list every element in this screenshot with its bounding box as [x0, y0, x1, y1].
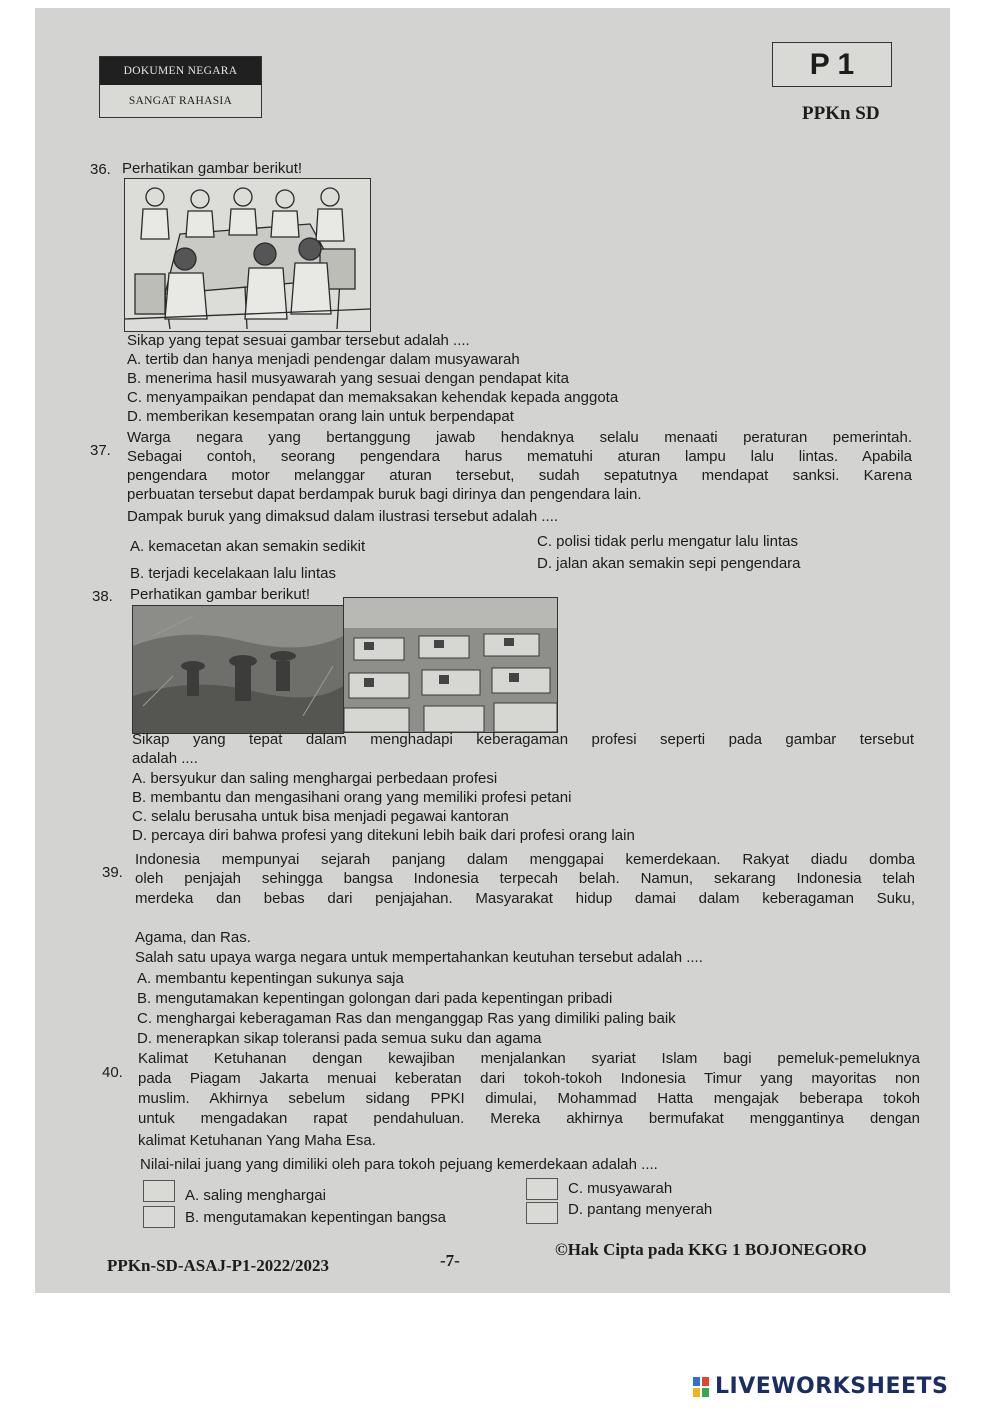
question-40-stem-line-2: pada Piagam Jakarta menuai keberatan dari tokoh-tokoh Indonesia Timur yang mayoritas non	[138, 1070, 920, 1087]
question-36-option-a: A. tertib dan hanya menjadi pendengar dalam musyawarah	[127, 351, 520, 368]
question-38-number: 38.	[92, 588, 113, 605]
exam-page	[35, 8, 950, 1293]
paper-code: P 1	[809, 48, 855, 81]
question-40-option-c: C. musyawarah	[568, 1180, 673, 1197]
question-37-prompt: Dampak buruk yang dimaksud dalam ilustrasi tersebut adalah ....	[127, 508, 559, 525]
classification-box	[99, 56, 262, 118]
question-38-prompt-line-2: adalah ....	[132, 750, 198, 767]
question-40-stem-line-4: untuk mengadakan rapat pendahuluan. Mereka akhirnya bermufakat menggantinya dengan	[138, 1110, 920, 1127]
footer-copyright: ©Hak Cipta pada KKG 1 BOJONEGORO	[555, 1240, 867, 1259]
classification-top: DOKUMEN NEGARA	[100, 57, 261, 85]
question-37-stem-line-2: Sebagai contoh, seorang pengendara harus mematuhi aturan lampu lalu lintas. Apabila	[127, 448, 912, 465]
question-40-option-d: D. pantang menyerah	[568, 1201, 713, 1218]
question-38-stem: Perhatikan gambar berikut!	[130, 586, 311, 603]
question-36-number: 36.	[90, 161, 111, 178]
question-39-option-c: C. menghargai keberagaman Ras dan menganggap Ras yang dimiliki paling baik	[137, 1010, 676, 1027]
question-39-stem-line-2: oleh penjajah sehingga bangsa Indonesia terpecah belah. Namun, sekarang Indonesia telah	[135, 870, 915, 887]
question-40-number: 40.	[102, 1064, 123, 1081]
liveworksheets-logo-icon	[693, 1377, 710, 1397]
brand-name[interactable]: LIVEWORKSHEETS	[715, 1374, 949, 1399]
question-36-prompt: Sikap yang tepat sesuai gambar tersebut adalah ....	[127, 332, 470, 349]
question-37-stem-line-3: pengendara motor melanggar aturan tersebut, sudah sepatutnya mendapat sanksi. Karena	[127, 467, 912, 484]
question-38-prompt-line-1: Sikap yang tepat dalam menghadapi keberagaman profesi seperti pada gambar tersebut	[132, 731, 914, 748]
office-photo	[343, 597, 558, 733]
question-39-number: 39.	[102, 864, 123, 881]
question-38-option-d: D. percaya diri bahwa profesi yang ditekuni lebih baik dari profesi orang lain	[132, 827, 635, 844]
question-40-stem-line-3: muslim. Akhirnya sebelum sidang PPKI dimulai, Mohammad Hatta mengajak beberapa tokoh	[138, 1090, 920, 1107]
question-37-option-a: A. kemacetan akan semakin sedikit	[130, 538, 366, 555]
question-36-option-b: B. menerima hasil musyawarah yang sesuai dengan pendapat kita	[127, 370, 569, 387]
answer-box-d[interactable]	[526, 1202, 558, 1224]
question-38-option-a: A. bersyukur dan saling menghargai perbedaan profesi	[132, 770, 498, 787]
footer-page-number: -7-	[440, 1251, 460, 1270]
answer-box-b[interactable]	[143, 1206, 175, 1228]
footer-code: PPKn-SD-ASAJ-P1-2022/2023	[107, 1256, 329, 1275]
question-36-stem: Perhatikan gambar berikut!	[122, 160, 303, 177]
question-37-stem-line-4: perbuatan tersebut dapat berdampak buruk bagi dirinya dan pengendara lain.	[127, 486, 642, 503]
answer-box-c[interactable]	[526, 1178, 558, 1200]
subject-label: PPKn SD	[802, 103, 880, 124]
question-38-option-c: C. selalu berusaha untuk bisa menjadi pegawai kantoran	[132, 808, 509, 825]
question-37-option-c: C. polisi tidak perlu mengatur lalu lintas	[537, 533, 798, 550]
question-37-option-d: D. jalan akan semakin sepi pengendara	[537, 555, 801, 572]
question-39-option-b: B. mengutamakan kepentingan golongan dari pada kepentingan pribadi	[137, 990, 613, 1007]
question-37-option-b: B. terjadi kecelakaan lalu lintas	[130, 565, 336, 582]
paper-code-box	[772, 42, 892, 87]
question-40-prompt: Nilai-nilai juang yang dimiliki oleh para tokoh pejuang kemerdekaan adalah ....	[140, 1156, 658, 1173]
question-40-option-b: B. mengutamakan kepentingan bangsa	[185, 1209, 447, 1226]
farmers-photo	[132, 605, 344, 734]
question-39-stem-line-1: Indonesia mempunyai sejarah panjang dalam menggapai kemerdekaan. Rakyat diadu domba	[135, 851, 915, 868]
question-39-option-a: A. membantu kepentingan sukunya saja	[137, 970, 404, 987]
question-36-option-d: D. memberikan kesempatan orang lain untuk berpendapat	[127, 408, 514, 425]
question-40-option-a: A. saling menghargai	[185, 1187, 326, 1204]
question-37-number: 37.	[90, 442, 111, 459]
question-40-stem-line-5: kalimat Ketuhanan Yang Maha Esa.	[138, 1132, 376, 1149]
question-39-prompt: Salah satu upaya warga negara untuk mempertahankan keutuhan tersebut adalah ....	[135, 949, 703, 966]
question-39-option-d: D. menerapkan sikap toleransi pada semua suku dan agama	[137, 1030, 542, 1047]
question-39-stem-line-4: Agama, dan Ras.	[135, 929, 251, 946]
question-38-option-b: B. membantu dan mengasihani orang yang memiliki profesi petani	[132, 789, 572, 806]
question-36-option-c: C. menyampaikan pendapat dan memaksakan kehendak kepada anggota	[127, 389, 619, 406]
question-40-stem-line-1: Kalimat Ketuhanan dengan kewajiban menjalankan syariat Islam bagi pemeluk-pemeluknya	[138, 1050, 920, 1067]
question-39-stem-line-3: merdeka dan bebas dari penjajahan. Masyarakat hidup damai dalam keberagaman Suku,	[135, 890, 915, 907]
question-37-stem-line-1: Warga negara yang bertanggung jawab hendaknya selalu menaati peraturan pemerintah.	[127, 429, 912, 446]
classification-bottom: SANGAT RAHASIA	[128, 95, 233, 107]
discussion-illustration	[124, 178, 371, 332]
answer-box-a[interactable]	[143, 1180, 175, 1202]
